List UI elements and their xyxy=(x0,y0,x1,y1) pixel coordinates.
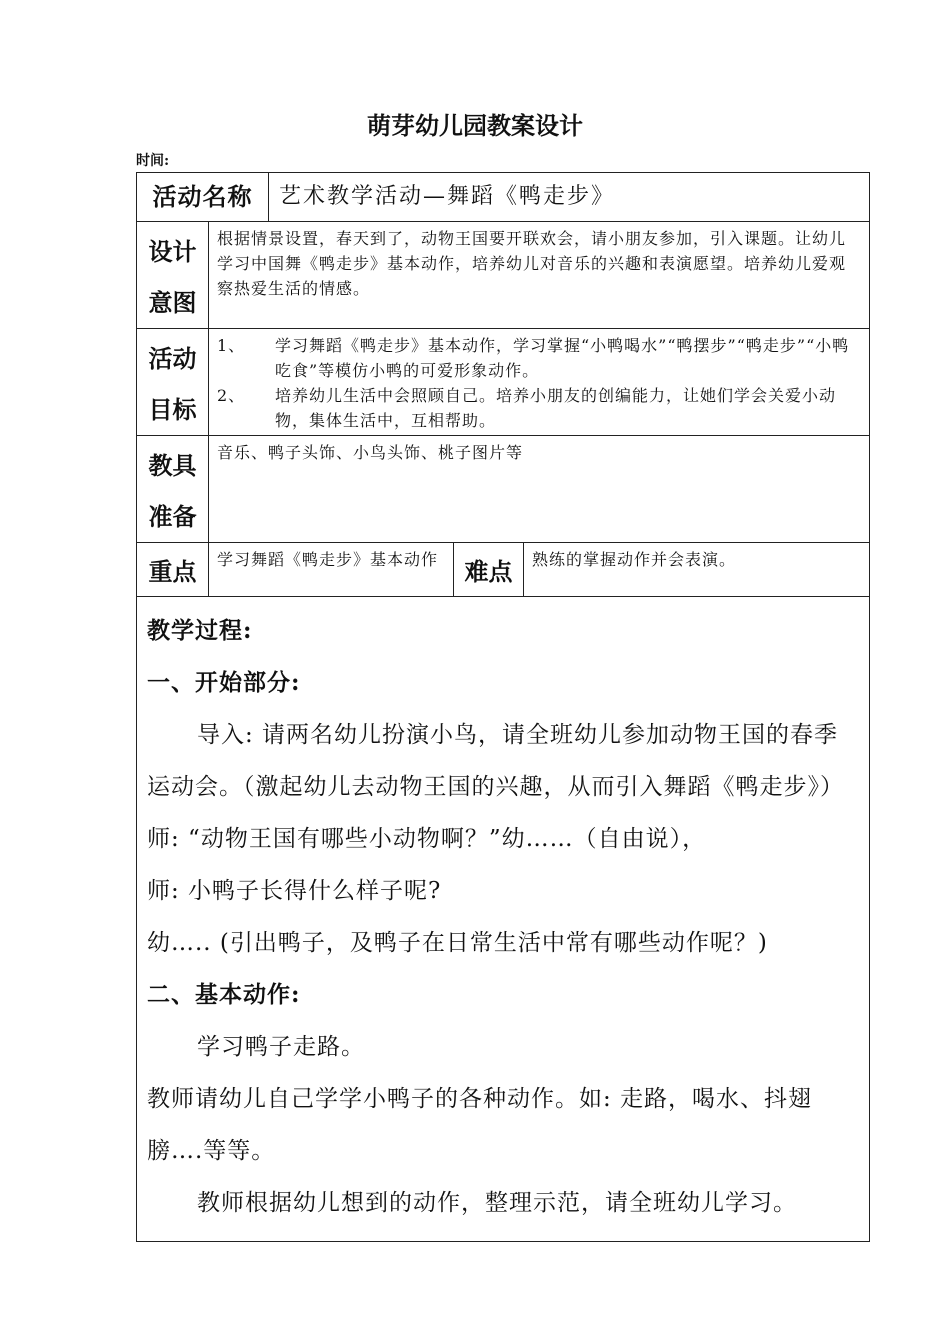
materials-label-line2: 准备 xyxy=(148,502,197,531)
time-label: 时间: xyxy=(136,153,170,169)
activity-name-value: 艺术教学活动—舞蹈《鸭走步》 xyxy=(269,173,870,222)
goal-item xyxy=(217,383,861,433)
goals-label xyxy=(137,329,209,436)
materials-text: 音乐、鸭子头饰、小鸟头饰、桃子图片等 xyxy=(209,436,870,543)
design-intent-label xyxy=(137,222,209,329)
process-paragraph: 教师根据幼儿想到的动作，整理示范，请全班幼儿学习。 xyxy=(197,1190,797,1216)
row-materials xyxy=(137,436,870,543)
row-design-intent xyxy=(137,222,870,329)
section-start-heading: 一、开始部分: xyxy=(147,669,301,696)
goal-text: 培养幼儿生活中会照顾自己。培养小朋友的创编能力，让她们学会关爱小动物，集体生活中，互相帮助。 xyxy=(275,386,837,430)
goal-number: 1、 xyxy=(217,336,246,355)
section-basic-heading: 二、基本动作: xyxy=(147,981,301,1008)
activity-name-label: 活动名称 xyxy=(137,173,269,222)
intro-paragraph: 导入: 请两名幼儿扮演小鸟，请全班幼儿参加动物王国的春季运动会。（激起幼儿去动物王国的兴趣，从而引入舞蹈《鸭走步》） xyxy=(147,722,844,800)
document-title: 萌芽幼儿园教案设计 xyxy=(367,111,583,140)
materials-label-line1: 教具 xyxy=(148,451,197,480)
design-intent-label-line1: 设计 xyxy=(148,237,197,266)
materials-label xyxy=(137,436,209,543)
goal-number: 2、 xyxy=(217,386,246,405)
difficulty-text: 熟练的掌握动作并会表演。 xyxy=(524,543,870,597)
key-point-text: 学习舞蹈《鸭走步》基本动作 xyxy=(209,543,454,597)
design-intent-text: 根据情景设置，春天到了，动物王国要开联欢会，请小朋友参加，引入课题。让幼儿学习中国舞《鸭走步》基本动作，培养幼儿对音乐的兴趣和表演愿望。培养幼儿爱观察热爱生活的情感。 xyxy=(209,222,870,329)
goals-label-line1: 活动 xyxy=(148,344,197,373)
row-key-difficulty xyxy=(137,543,870,597)
row-teaching-process xyxy=(137,597,870,1242)
goals-label-line2: 目标 xyxy=(148,395,197,424)
goal-text: 学习舞蹈《鸭走步》基本动作，学习掌握“小鸭喝水”“鸭摆步”“鸭走步”“小鸭吃食”等模仿小鸭的可爱形象动作。 xyxy=(275,336,850,380)
dialogue-line: 师: 小鸭子长得什么样子呢? xyxy=(147,878,442,904)
design-intent-label-line2: 意图 xyxy=(148,288,197,317)
goal-item xyxy=(217,333,861,383)
teaching-process xyxy=(137,597,870,1242)
difficulty-label: 难点 xyxy=(454,543,524,597)
key-point-label: 重点 xyxy=(137,543,209,597)
goals-list xyxy=(209,329,870,436)
lesson-plan-table xyxy=(136,172,870,1242)
process-paragraph: 学习鸭子走路。 xyxy=(197,1034,365,1060)
process-paragraph: 教师请幼儿自己学学小鸭子的各种动作。如: 走路，喝水、抖翅膀….等等。 xyxy=(147,1086,813,1164)
dialogue-line: 幼….. (引出鸭子，及鸭子在日常生活中常有哪些动作呢？) xyxy=(147,930,768,956)
dialogue-line: 师: “动物王国有哪些小动物啊？”幼……（自由说）， xyxy=(147,826,707,852)
row-activity-name xyxy=(137,173,870,222)
row-goals xyxy=(137,329,870,436)
process-heading: 教学过程: xyxy=(147,617,253,644)
